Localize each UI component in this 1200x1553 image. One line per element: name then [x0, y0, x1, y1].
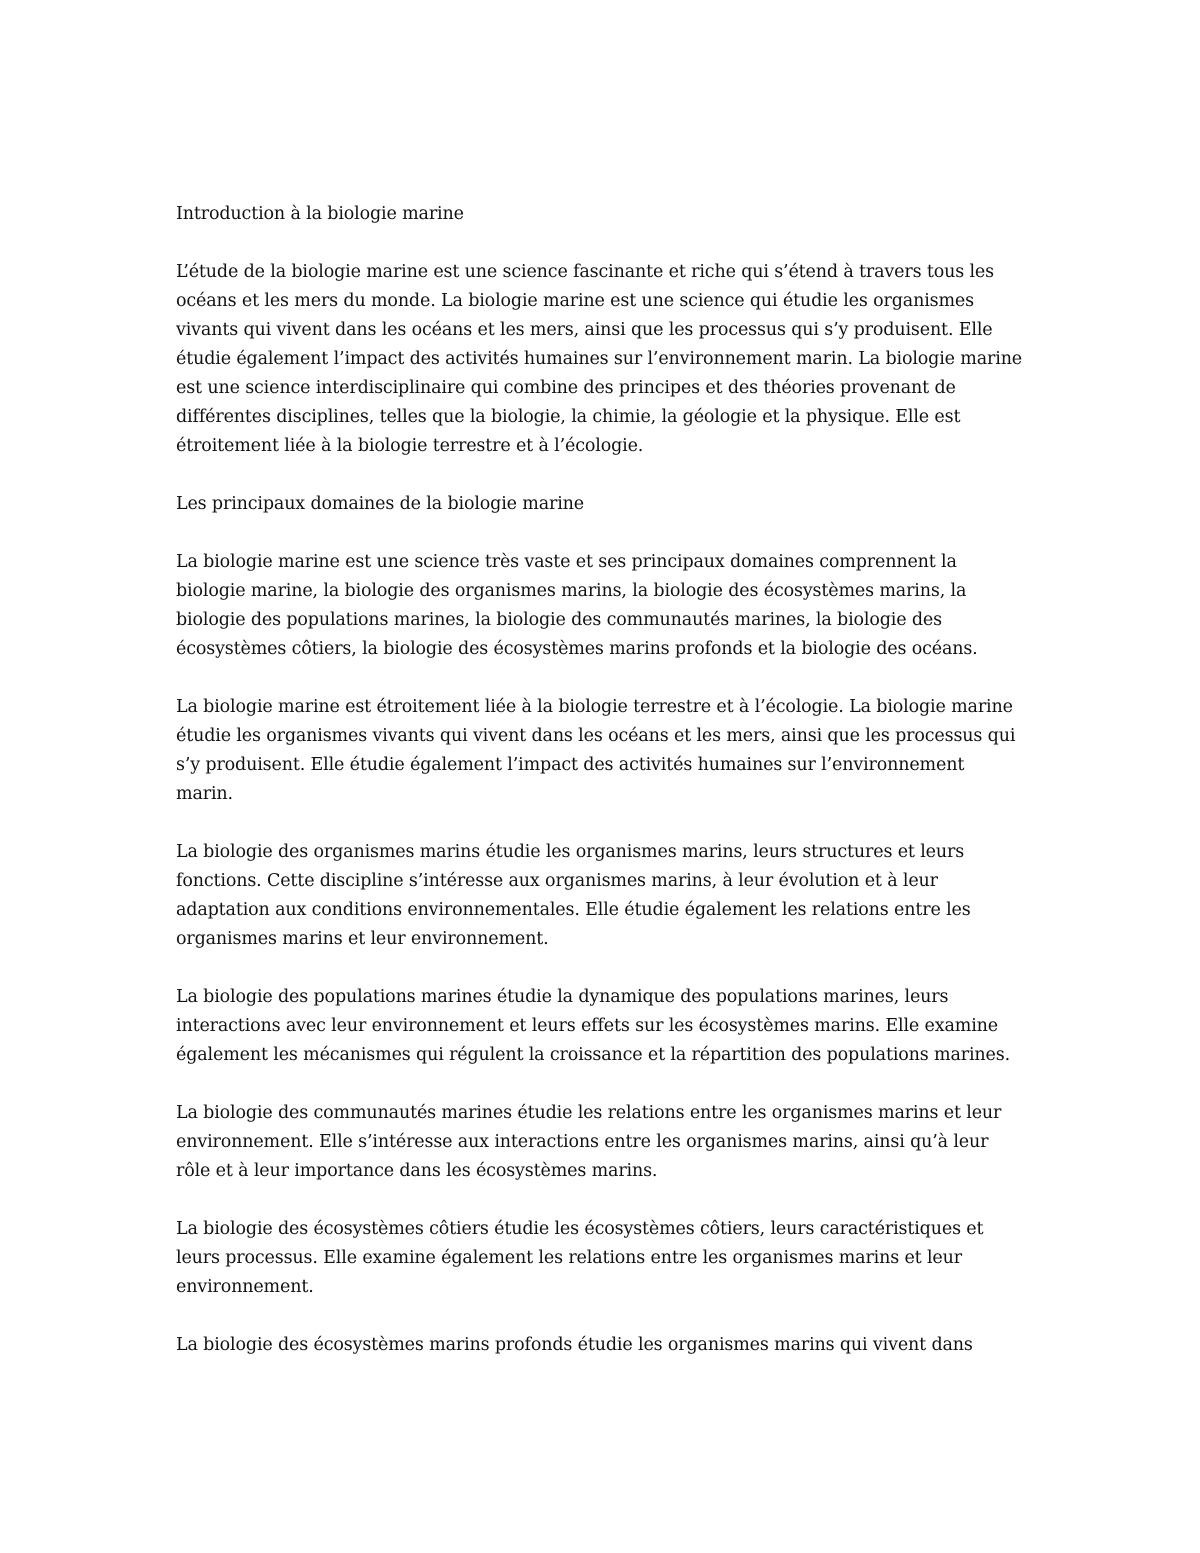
paragraph-links: La biologie marine est étroitement liée à la biologie terrestre et à l’écologie. La biologie marine étudie les organismes vivants qui vivent dans les océans et les mers, ainsi que les processus qui s’y produisent. Elle étudie également l’impact des activités humaines sur l’environnement marin.	[176, 697, 1016, 804]
intro-paragraph: L’étude de la biologie marine est une science fascinante et riche qui s’étend à travers tous les océans et les mers du monde. La biologie marine est une science qui étudie les organismes vivants qui vivent dans les océans et les mers, ainsi que les processus qui s’y produisent. Elle étudie également l’impact des activités humaines sur l’environnement marin. La biologie marine est une science interdisciplinaire qui combine des principes et des théories provenant de différentes disciplines, telles que la biologie, la chimie, la géologie et la physique. Elle est étroitement liée à la biologie terrestre et à l’écologie.	[176, 262, 1023, 456]
paragraph-populations: La biologie des populations marines étudie la dynamique des populations marines, leurs interactions avec leur environnement et leurs effets sur les écosystèmes marins. Elle examine également les mécanismes qui régulent la croissance et la répartition des populations marines.	[176, 987, 1010, 1065]
section-heading: Les principaux domaines de la biologie marine	[176, 494, 584, 514]
paragraph-communities: La biologie des communautés marines étudie les relations entre les organismes marins et leur environnement. Elle s’intéresse aux interactions entre les organismes marins, ainsi qu’à leur rôle et à leur importance dans les écosystèmes marins.	[176, 1103, 1002, 1181]
paragraph-deep-sea: La biologie des écosystèmes marins profonds étudie les organismes marins qui vivent dans	[176, 1335, 973, 1355]
document-title: Introduction à la biologie marine	[176, 204, 464, 224]
document-page	[176, 200, 1026, 1389]
paragraph-coastal: La biologie des écosystèmes côtiers étudie les écosystèmes côtiers, leurs caractéristiques et leurs processus. Elle examine également les relations entre les organismes marins et leur environnement.	[176, 1219, 984, 1297]
paragraph-domains: La biologie marine est une science très vaste et ses principaux domaines comprennent la biologie marine, la biologie des organismes marins, la biologie des écosystèmes marins, la biologie des populations marines, la biologie des communautés marines, la biologie des écosystèmes côtiers, la biologie des écosystèmes marins profonds et la biologie des océans.	[176, 552, 978, 659]
paragraph-organisms: La biologie des organismes marins étudie les organismes marins, leurs structures et leurs fonctions. Cette discipline s’intéresse aux organismes marins, à leur évolution et à leur adaptation aux conditions environnementales. Elle étudie également les relations entre les organismes marins et leur environnement.	[176, 842, 971, 949]
